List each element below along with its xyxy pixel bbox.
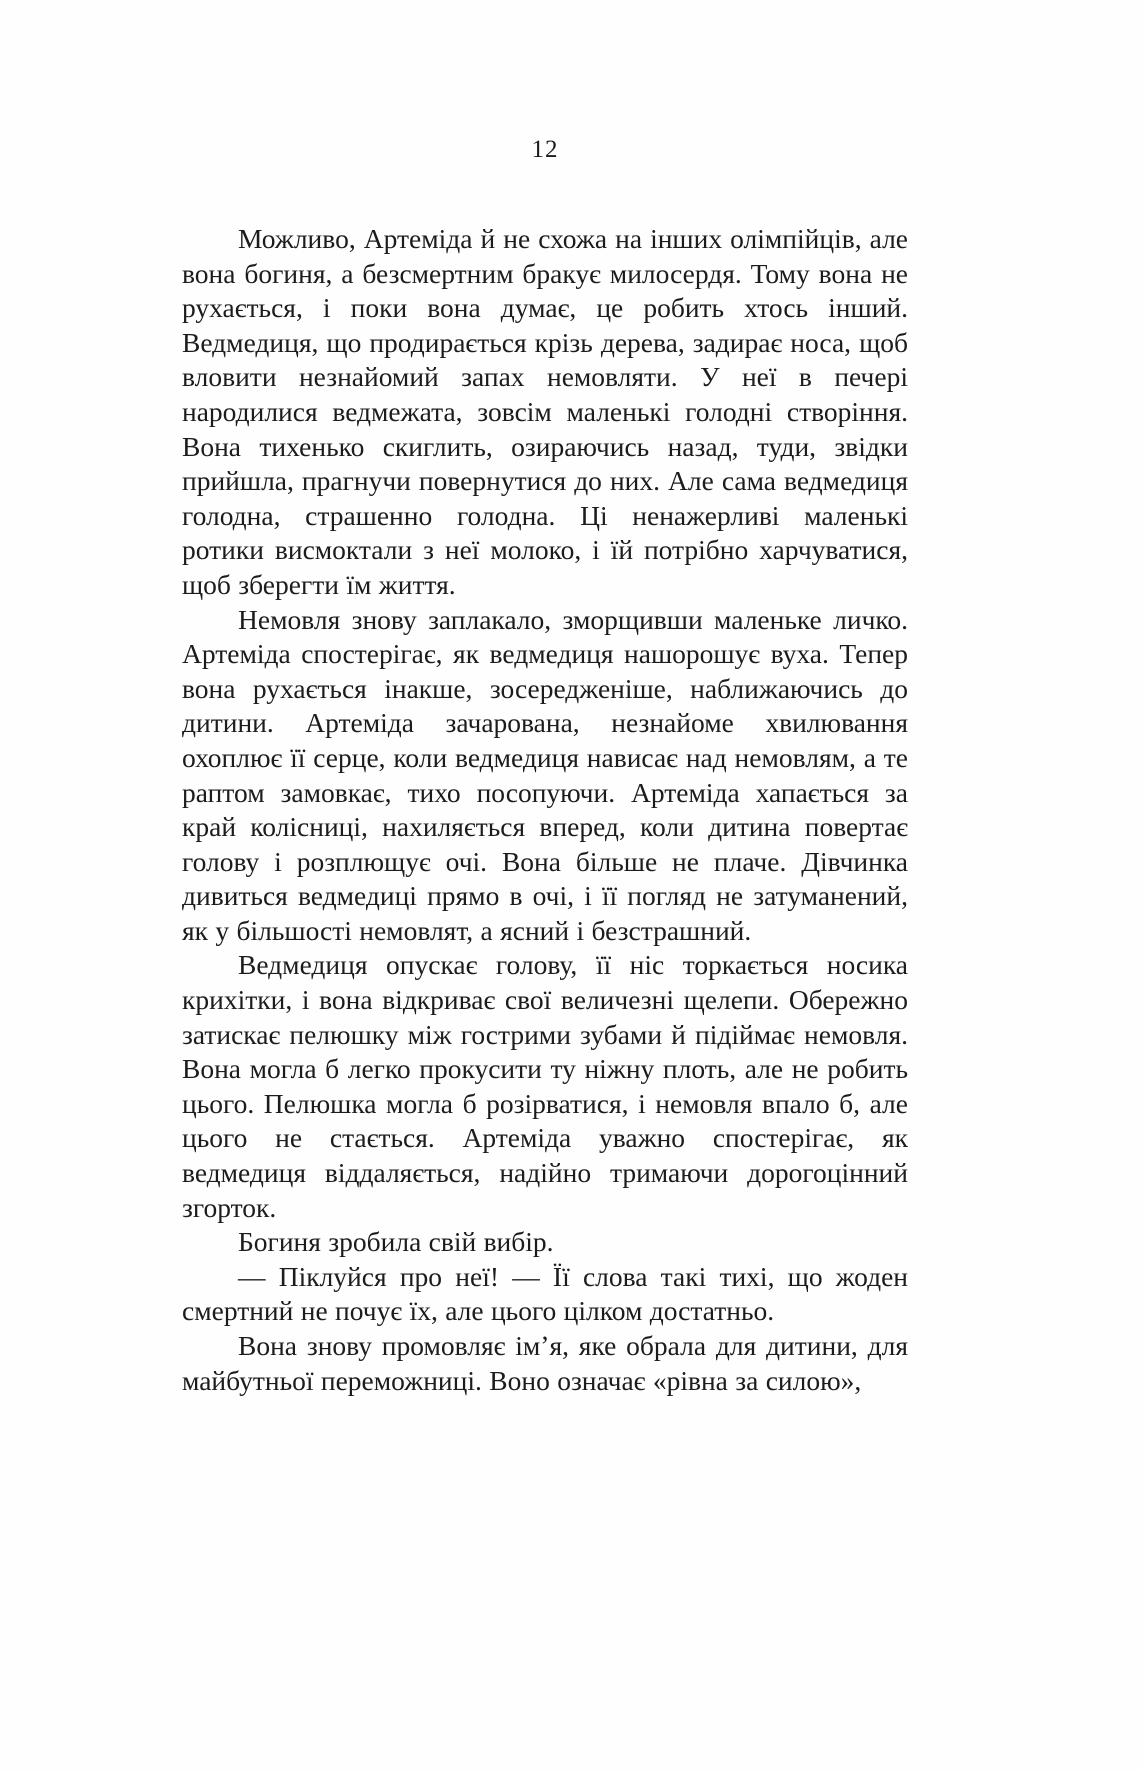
paragraph: Богиня зробила свій вибір. — [238, 1226, 554, 1258]
paragraph: Немовля знову заплакало, зморщивши маленьке личко. Артеміда спостерігає, як ведмедиця нашорошує вуха. Тепер вона рухається інакше, зосередженіше, наближаючись до дитини. Артеміда зачарована, незнайоме хвилювання охоплює її серце, коли ведмедиця нависає над немовлям, а те раптом замовкає, тихо посопуючи. Артеміда хапається за край колісниці, нахиляється вперед, коли дитина повертає голову і розплющує очі. Вона більше не плаче. Дівчинка дивиться ведмедиці прямо в очі, і її погляд не затуманений, як у більшості немовлят, а ясний і безстрашний. — [182, 603, 908, 946]
page-number: 12 — [531, 136, 559, 163]
paragraph: Вона знову промовляє імʼя, яке обрала для дитини, для майбутньої переможниці. Воно означає «рівна за силою», — [182, 1330, 908, 1396]
text-block — [182, 136, 908, 1398]
paragraph: Можливо, Артеміда й не схожа на інших олімпійців, але вона богиня, а безсмертним бракує милосердя. Тому вона не рухається, і поки вона думає, це робить хтось інший. Ведмедиця, що продирається крізь дерева, задирає носа, щоб вловити незнайомий запах немовляти. У неї в печері народилися ведмежата, зовсім маленькі голодні створіння. Вона тихенько скиглить, озираючись назад, туди, звідки прийшла, прагнучи повернутися до них. Але сама ведмедиця голодна, страшенно голодна. Ці ненажерливі маленькі ротики висмоктали з неї молоко, і їй потрібно харчуватися, щоб зберегти їм життя. — [182, 223, 908, 600]
paragraph: — Піклуйся про неї! — Її слова такі тихі, що жоден смертний не почує їх, але цього цілком достатньо. — [182, 1260, 908, 1327]
body-text — [182, 222, 908, 1398]
paragraph: Ведмедиця опускає голову, її ніс торкається носика крихітки, і вона відкриває свої величезні щелепи. Обережно затискає пелюшку між гострими зубами й підіймає немовля. Вона могла б легко прокусити ту ніжну плоть, але не робить цього. Пелюшка могла б розірватися, і немовля впало б, але цього не стається. Артеміда уважно спостерігає, як ведмедиця віддаляється, надійно тримаючи дорогоцінний згорток. — [182, 949, 908, 1223]
